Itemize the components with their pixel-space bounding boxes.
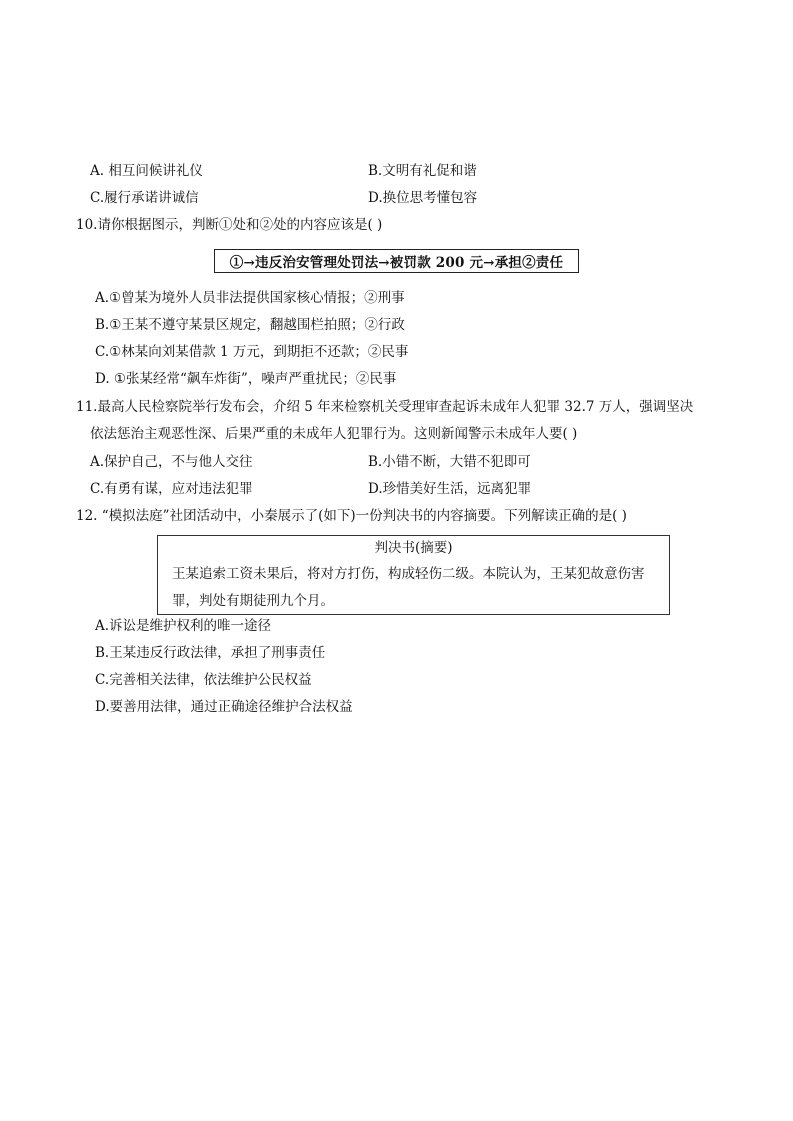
q12-option-c: C.完善相关法律，依法维护公民权益	[95, 672, 312, 688]
q12-option-d: D.要善用法律，通过正确途径维护合法权益	[95, 699, 353, 715]
q10-option-d: D. ①张某经常“飙车炸街”，噪声严重扰民；②民事	[95, 371, 397, 387]
q9-option-c: C.履行承诺讲诚信	[90, 190, 199, 206]
q12-verdict-box	[157, 535, 670, 615]
q9-option-a: A. 相互问候讲礼仪	[90, 163, 203, 179]
q10-stem: 10.请你根据图示，判断①处和②处的内容应该是( )	[76, 217, 383, 233]
q12-option-b: B.王某违反行政法律，承担了刑事责任	[95, 645, 326, 661]
q10-option-c: C.①林某向刘某借款 1 万元，到期拒不还款；②民事	[95, 344, 409, 360]
q10-option-b: B.①王某不遵守某景区规定，翻越围栏拍照；②行政	[95, 317, 405, 333]
q10-flow-text: ①→违反治安管理处罚法→被罚款 200 元→承担②责任	[229, 255, 564, 271]
q11-option-b: B.小错不断，大错不犯即可	[368, 454, 531, 470]
q11-option-d: D.珍惜美好生活，远离犯罪	[368, 481, 532, 497]
q9-option-b: B.文明有礼促和谐	[368, 163, 477, 179]
q12-stem: 12. “模拟法庭”社团活动中，小秦展示了(如下)一份判决书的内容摘要。下列解读正确的是( )	[76, 508, 627, 524]
q9-option-d: D.换位思考懂包容	[368, 190, 478, 206]
q11-option-a: A.保护自己，不与他人交往	[90, 454, 253, 470]
q12-verdict-body: 王某追索工资未果后，将对方打伤，构成轻伤二级。本院认为，王某犯故意伤害罪，判处有期徒刑九个月。	[172, 566, 645, 609]
q10-option-a: A.①曾某为境外人员非法提供国家核心情报；②刑事	[95, 290, 405, 306]
q11-stem-line2: 依法惩治主观恶性深、后果严重的未成年人犯罪行为。这则新闻警示未成年人要( )	[90, 426, 578, 442]
q11-stem-line1: 11.最高人民检察院举行发布会，介绍 5 年来检察机关受理审查起诉未成年人犯罪 32.7 万人，强调坚决	[76, 399, 694, 415]
q10-flow-diagram	[214, 249, 579, 273]
q12-verdict-title: 判决书(摘要)	[374, 540, 453, 556]
q12-option-a: A.诉讼是维护权利的唯一途径	[95, 618, 272, 634]
q11-option-c: C.有勇有谋，应对违法犯罪	[90, 481, 253, 497]
